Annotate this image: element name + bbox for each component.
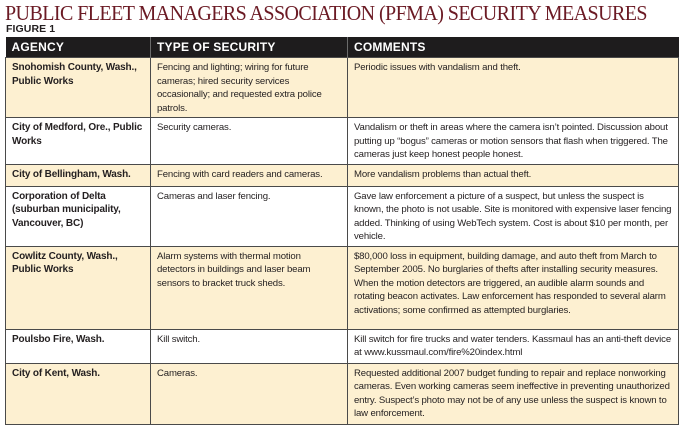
agency-cell: Poulsbo Fire, Wash. xyxy=(6,329,151,363)
comments-cell: More vandalism problems than actual theft. xyxy=(348,164,679,186)
security-cell: Cameras. xyxy=(151,363,348,424)
table-row xyxy=(6,246,679,329)
agency-cell: City of Medford, Ore., Public Works xyxy=(6,118,151,165)
agency-cell: City of Bellingham, Wash. xyxy=(6,164,151,186)
security-cell: Cameras and laser fencing. xyxy=(151,186,348,246)
comments-cell: $80,000 loss in equipment, building damage, and auto theft from March to September 2005. No burglaries of thefts after installing security measures. When the motion detectors are triggered, an audible alarm sounds and rotating beacon activates. Law enforcement has responded to several alarm activations; some confirmed as attempted burglaries. xyxy=(348,246,679,329)
table-row xyxy=(6,164,679,186)
security-cell: Fencing and lighting; wiring for future cameras; hired security services occasionally; and requested extra police patrols. xyxy=(151,58,348,118)
page-title: PUBLIC FLEET MANAGERS ASSOCIATION (PFMA) SECURITY MEASURES xyxy=(5,1,648,25)
comments-cell: Gave law enforcement a picture of a suspect, but unless the suspect is known, the photo is not usable. Site is monitored with expensive laser fencing added. Thinking of using WebTech system. Cost is about $10 per month, per vehicle. xyxy=(348,186,679,246)
security-cell: Kill switch. xyxy=(151,329,348,363)
table-row xyxy=(6,118,679,165)
table-row xyxy=(6,58,679,118)
comments-cell: Requested additional 2007 budget funding to repair and replace nonworking cameras. Even working cameras seem ineffective in preventing unauthorized entry. Suspect’s photo may not be of any use unless the suspect is known to law enforcement. xyxy=(348,363,679,424)
agency-cell: Corporation of Delta (suburban municipality, Vancouver, BC) xyxy=(6,186,151,246)
header-agency: AGENCY xyxy=(6,37,151,58)
agency-cell: Snohomish County, Wash., Public Works xyxy=(6,58,151,118)
comments-cell: Kill switch for fire trucks and water tenders. Kassmaul has an anti-theft device at www.kussmaul.com/fire%20index.html xyxy=(348,329,679,363)
comments-cell: Vandalism or theft in areas where the camera isn’t pointed. Discussion about putting up “bogus” cameras or motion sensors that flash when triggered. The cameras just keep honest people honest. xyxy=(348,118,679,165)
security-cell: Fencing with card readers and cameras. xyxy=(151,164,348,186)
table-row xyxy=(6,186,679,246)
security-cell: Alarm systems with thermal motion detectors in buildings and laser beam sensors to bracket truck sheds. xyxy=(151,246,348,329)
security-measures-table xyxy=(5,37,679,425)
figure-label: FIGURE 1 xyxy=(6,23,56,35)
agency-cell: City of Kent, Wash. xyxy=(6,363,151,424)
table-row xyxy=(6,329,679,363)
header-comments: COMMENTS xyxy=(348,37,679,58)
comments-cell: Periodic issues with vandalism and theft. xyxy=(348,58,679,118)
agency-cell: Cowlitz County, Wash., Public Works xyxy=(6,246,151,329)
header-type-of-security: TYPE OF SECURITY xyxy=(151,37,348,58)
table-header-row xyxy=(6,37,679,58)
security-cell: Security cameras. xyxy=(151,118,348,165)
